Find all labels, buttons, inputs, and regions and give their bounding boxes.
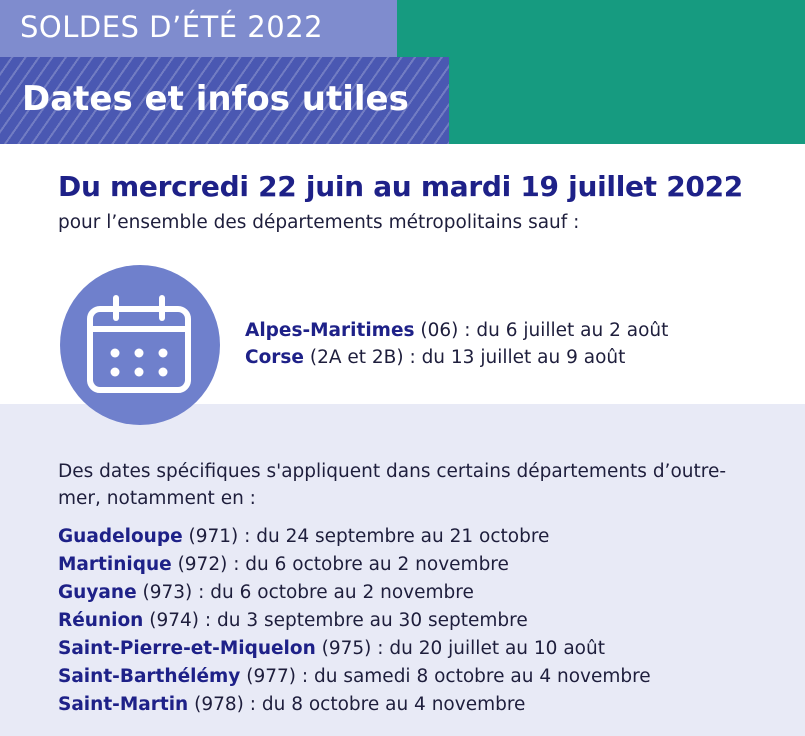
overseas-name: Saint-Martin — [58, 694, 189, 715]
main-date-range: Du mercredi 22 juin au mardi 19 juillet 2022 — [58, 170, 743, 203]
exception-name: Corse — [245, 347, 304, 368]
overseas-item — [58, 523, 651, 551]
exception-detail: (06) : du 6 juillet au 2 août — [414, 320, 669, 341]
sales-tag — [0, 0, 397, 57]
overseas-detail: (977) : du samedi 8 octobre au 4 novembre — [240, 666, 651, 687]
overseas-name: Saint-Barthélémy — [58, 666, 241, 687]
title-box — [0, 57, 449, 144]
overseas-name: Guadeloupe — [58, 526, 183, 547]
overseas-detail: (974) : du 3 septembre au 30 septembre — [143, 610, 528, 631]
calendar-icon — [60, 265, 220, 425]
exception-item — [245, 320, 668, 341]
overseas-name: Réunion — [58, 610, 144, 631]
overseas-item — [58, 635, 651, 663]
overseas-name: Martinique — [58, 554, 172, 575]
page-title: Dates et infos utiles — [22, 79, 409, 119]
overseas-detail: (973) : du 6 octobre au 2 novembre — [136, 582, 474, 603]
overseas-name: Saint-Pierre-et-Miquelon — [58, 638, 316, 659]
overseas-detail: (971) : du 24 septembre au 21 octobre — [182, 526, 550, 547]
overseas-name: Guyane — [58, 582, 137, 603]
overseas-item — [58, 607, 651, 635]
overseas-list — [58, 523, 651, 719]
overseas-item — [58, 551, 651, 579]
header-banner — [0, 0, 805, 144]
overseas-item — [58, 691, 651, 719]
main-subtitle: pour l’ensemble des départements métropolitains sauf : — [58, 212, 580, 233]
exception-detail: (2A et 2B) : du 13 juillet au 9 août — [303, 347, 626, 368]
overseas-detail: (975) : du 20 juillet au 10 août — [315, 638, 605, 659]
overseas-item — [58, 663, 651, 691]
calendar-badge — [60, 265, 220, 425]
exception-item — [245, 347, 625, 368]
sales-tag-label: SOLDES D’ÉTÉ 2022 — [20, 10, 324, 44]
exception-name: Alpes-Maritimes — [245, 320, 415, 341]
overseas-detail: (972) : du 6 octobre au 2 novembre — [171, 554, 509, 575]
overseas-intro: Des dates spécifiques s'appliquent dans certains départements d’outre-mer, notamment en : — [58, 461, 726, 509]
overseas-item — [58, 579, 651, 607]
overseas-detail: (978) : du 8 octobre au 4 novembre — [188, 694, 526, 715]
